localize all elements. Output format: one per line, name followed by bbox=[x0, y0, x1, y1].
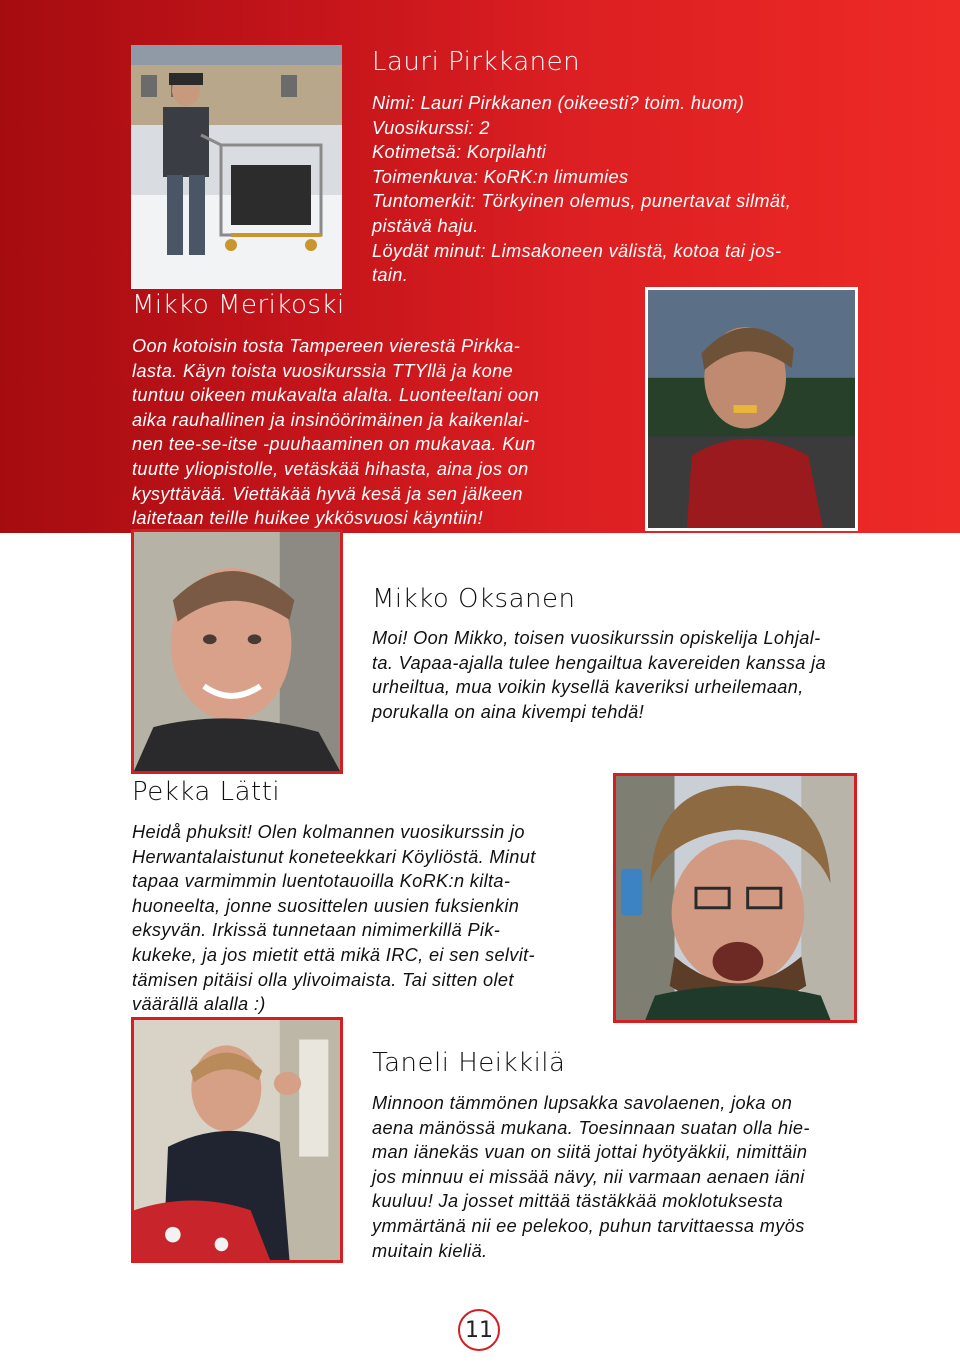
bio-line: Oon kotoisin tosta Tampereen vierestä Pirkka- bbox=[132, 336, 521, 356]
name-pekka-latti: Pekka Lätti bbox=[132, 777, 281, 807]
page-number: 11 bbox=[458, 1309, 500, 1351]
bio-line: lasta. Käyn toista vuosikurssia TTYllä ja kone bbox=[132, 360, 514, 381]
bio-line: kuuluu! Ja josset mittää tästäkkää moklotuksesta bbox=[372, 1191, 784, 1212]
bio-line: Kotimetsä: Korpilahti bbox=[372, 142, 547, 163]
bio-line: tuntuu oikeen mukavalta alalta. Luonteeltani oon bbox=[132, 385, 540, 406]
photo-pekka-latti bbox=[613, 773, 857, 1023]
name-taneli-heikkila: Taneli Heikkilä bbox=[372, 1048, 566, 1078]
photo-mikko-oksanen bbox=[131, 529, 343, 774]
bio-line: Heidå phuksit! Olen kolmannen vuosikurssin jo bbox=[132, 822, 525, 842]
bio-line: nen tee-se-itse -puuhaaminen on mukavaa. Kun bbox=[132, 434, 536, 455]
bio-line: tain. bbox=[372, 265, 409, 286]
bio-line: Tuntomerkit: Törkyinen olemus, punertavat silmät, bbox=[372, 191, 792, 212]
bio-line: Herwantalaistunut koneteekkari Köyliöstä. Minut bbox=[132, 846, 536, 867]
bio-line: huoneelta, jonne suosittelen uusien fuksienkin bbox=[132, 895, 520, 916]
bio-line: kysyttävää. Viettäkää hyvä kesä ja sen jälkeen bbox=[132, 483, 523, 504]
bio-line: muitain kieliä. bbox=[372, 1240, 488, 1261]
bio-line: Nimi: Lauri Pirkkanen (oikeesti? toim. huom) bbox=[372, 93, 745, 113]
photo-taneli-heikkila bbox=[131, 1017, 343, 1263]
bio-line: Vuosikurssi: 2 bbox=[372, 117, 490, 138]
bio-line: aika rauhallinen ja insinöörimäinen ja kaikenlai- bbox=[132, 409, 530, 430]
bio-line: ymmärtänä nii ee pelekoo, puhun tarvittaessa myös bbox=[372, 1215, 805, 1236]
name-lauri-pirkkanen: Lauri Pirkkanen bbox=[372, 47, 581, 77]
bio-line: aena mänössä mukana. Toesinnaan suatan olla hie- bbox=[372, 1117, 810, 1138]
bio-pekka-latti bbox=[132, 820, 584, 1017]
bio-line: Minnoon tämmönen lupsakka savolaenen, joka on bbox=[372, 1093, 793, 1113]
name-mikko-oksanen: Mikko Oksanen bbox=[372, 584, 576, 614]
name-mikko-merikoski: Mikko Merikoski bbox=[132, 290, 345, 320]
bio-line: Löydät minut: Limsakoneen välistä, kotoa tai jos- bbox=[372, 240, 782, 261]
bio-line: tuutte yliopistolle, vetäskää hihasta, aina jos on bbox=[132, 458, 529, 479]
bio-line: jos minnuu ei missää nävy, nii varmaan aenaen iäni bbox=[372, 1166, 805, 1187]
bio-line: laitetaan teille huikee ykkösvuosi käyntiin! bbox=[132, 508, 484, 529]
bio-taneli-heikkila bbox=[372, 1091, 877, 1263]
photo-lauri-pirkkanen bbox=[645, 287, 858, 531]
bio-lauri-pirkkanen bbox=[372, 91, 852, 288]
bio-line: man iänekäs vuan on siitä jottai hyötyäkkii, nimittäin bbox=[372, 1142, 808, 1163]
bio-line: Moi! Oon Mikko, toisen vuosikurssin opiskelija Lohjal- bbox=[372, 628, 821, 648]
bio-line: tämisen pitäisi olla ylivoimaista. Tai sitten olet bbox=[132, 969, 514, 990]
bio-line: ta. Vapaa-ajalla tulee hengailtua kavereiden kanssa ja bbox=[372, 652, 827, 673]
bio-line: urheiltua, mua voikin kysellä kaveriksi urheilemaan, bbox=[372, 677, 804, 698]
bio-line: Toimenkuva: KoRK:n limumies bbox=[372, 166, 629, 187]
photo-mikko-merikoski bbox=[131, 45, 342, 289]
bio-line: porukalla on aina kivempi tehdä! bbox=[372, 701, 645, 722]
bio-line: pistävä haju. bbox=[372, 215, 479, 236]
bio-mikko-merikoski bbox=[132, 334, 584, 531]
bio-line: kukeke, ja jos mietit että mikä IRC, ei sen selvit- bbox=[132, 944, 535, 965]
bio-line: väärällä alalla :) bbox=[132, 994, 266, 1015]
bio-mikko-oksanen bbox=[372, 626, 872, 724]
bio-line: eksyvän. Irkissä tunnetaan nimimerkillä Pik- bbox=[132, 920, 501, 941]
bio-line: tapaa varmimmin luentotauoilla KoRK:n kilta- bbox=[132, 871, 511, 892]
